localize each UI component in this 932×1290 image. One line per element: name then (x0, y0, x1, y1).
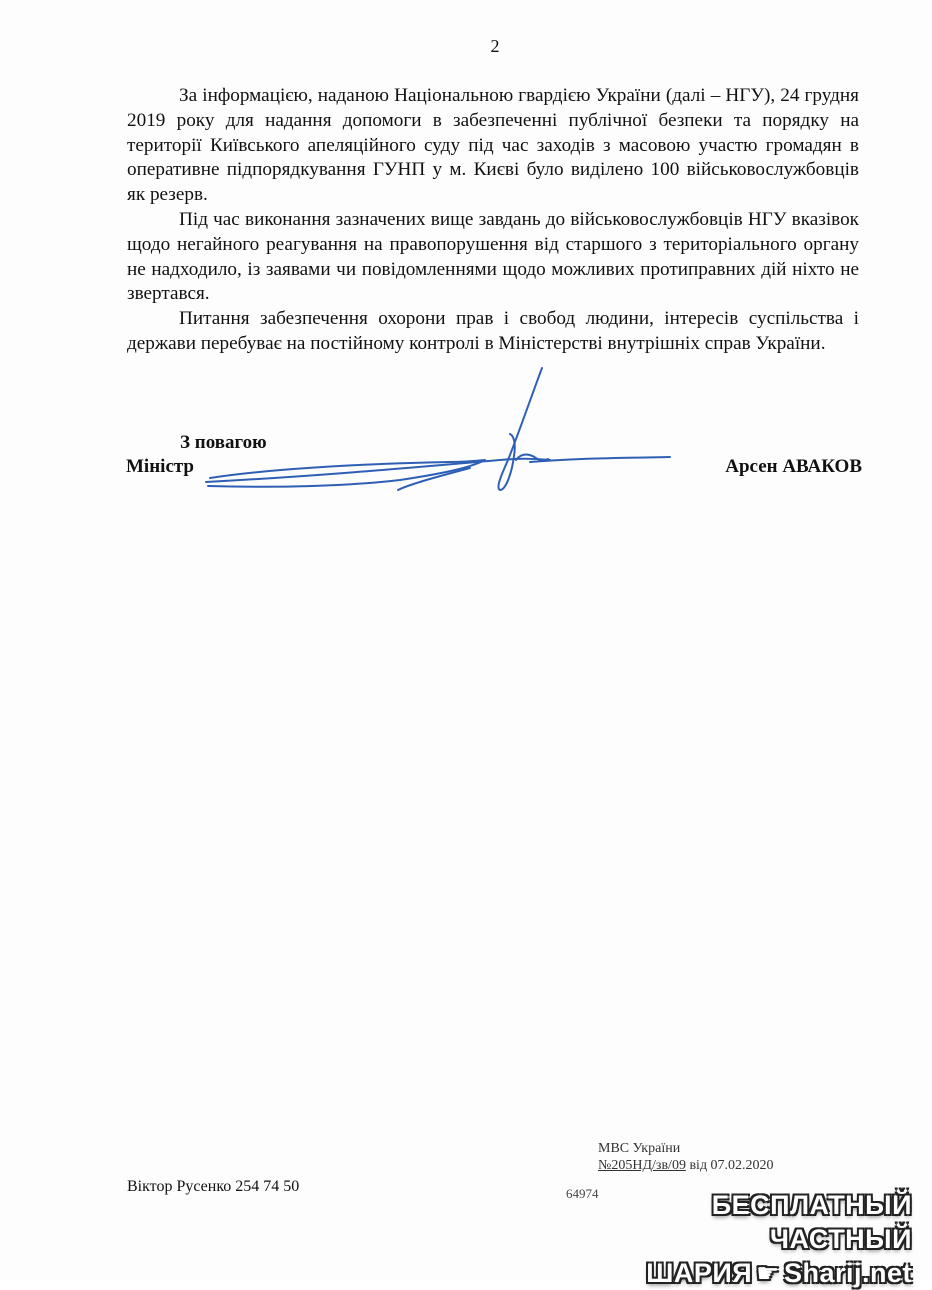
executor-contact: Віктор Русенко 254 74 50 (127, 1178, 300, 1195)
paragraph-3: Питання забезпечення охорони прав і свобод людини, інтересів суспільства і держави перебуває на постійному контролі в Міністерстві внутрішніх справ України. (127, 308, 859, 354)
registration-stamp (598, 1140, 774, 1174)
signatory-name: Арсен АВАКОВ (725, 456, 862, 477)
watermark-name: ШАРИЯ (646, 1258, 753, 1288)
signatory-title: Міністр (126, 456, 195, 477)
watermark (592, 1188, 912, 1290)
registration-date: від 07.02.2020 (689, 1158, 774, 1173)
closing-phrase: З повагою (180, 432, 267, 453)
watermark-site: Sharij.net (783, 1258, 912, 1288)
watermark-line-1: БЕСПЛАТНЫЙ ЧАСТНЫЙ (711, 1190, 912, 1254)
watermark-line-2 (646, 1256, 912, 1290)
registration-line (598, 1157, 774, 1174)
barcode-number: 64974 (566, 1186, 599, 1201)
pointing-hand-icon: ☛ (756, 1258, 780, 1288)
letter-body (127, 84, 859, 357)
registration-org: МВС України (598, 1141, 681, 1156)
registration-number: №205НД/зв/09 (598, 1158, 686, 1173)
handwritten-signature (200, 360, 680, 500)
paragraph-1: За інформацією, наданою Національною гвардією України (далі – НГУ), 24 грудня 2019 року для надання допомоги в забезпеченні публічної безпеки та порядку на території Київського апеляційного суду під час заходів з масовою участю громадян в оперативне підпорядкування ГУНП у м. Києві було виділено 100 військовослужбовців як резерв. (127, 85, 859, 206)
paragraph-2: Під час виконання зазначених вище завдань до військовослужбовців НГУ вказівок щодо негайного реагування на правопорушення від старшого з територіального органу не надходило, із заявами чи повідомленнями щодо можливих протиправних дій ніхто не звертався. (127, 208, 859, 305)
page-number: 2 (490, 36, 500, 56)
